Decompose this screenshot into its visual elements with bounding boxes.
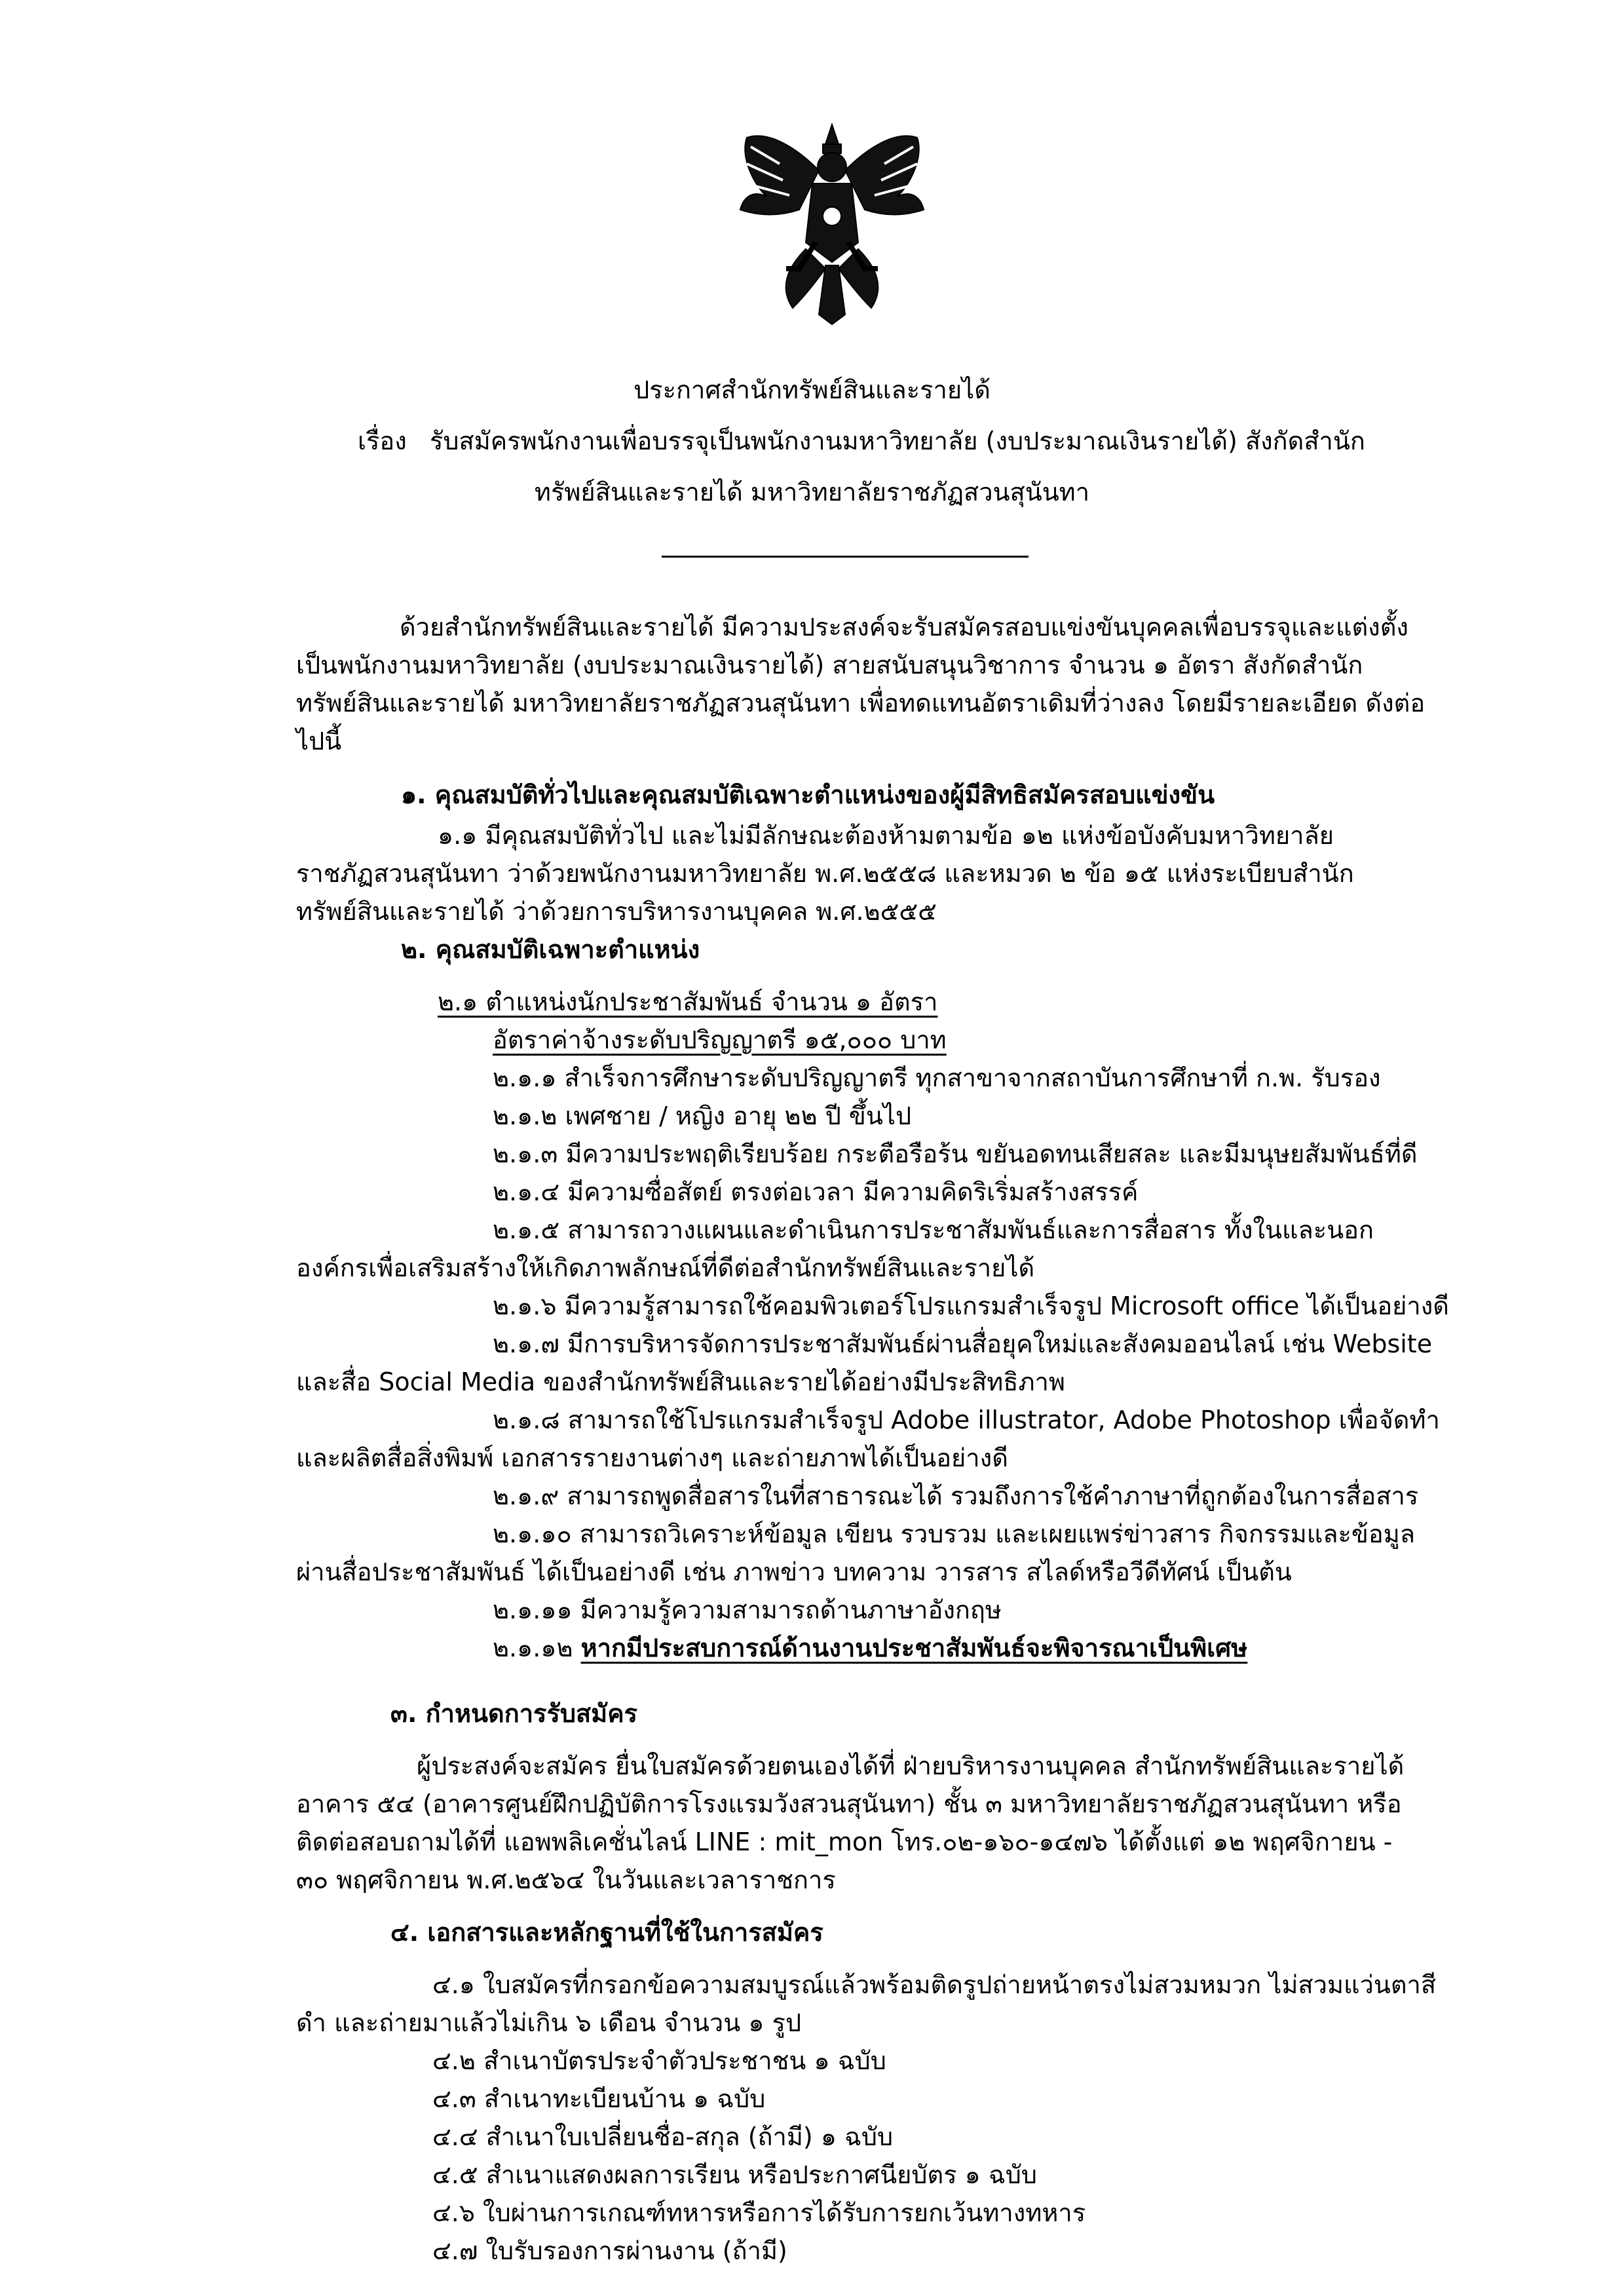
- qualification-item: ๒.๑.๗ มีการบริหารจัดการประชาสัมพันธ์ผ่านสื่อยุคใหม่และสังคมออนไลน์ เช่น Website: [493, 1330, 1433, 1358]
- document-item: ๔.๕ สำเนาแสดงผลการเรียน หรือประกาศนียบัตร ๑ ฉบับ: [432, 2160, 1038, 2189]
- section-2-heading: ๒. คุณสมบัติเฉพาะตำแหน่ง: [401, 935, 700, 964]
- section-3-line: ผู้ประสงค์จะสมัคร ยื่นใบสมัครด้วยตนเองได้ที่ ฝ่ายบริหารงานบุคคล สำนักทรัพย์สินและรายได้: [417, 1751, 1405, 1780]
- qualification-item: ๒.๑.๔ มีความซื่อสัตย์ ตรงต่อเวลา มีความคิดริเริ่มสร้างสรรค์: [493, 1177, 1139, 1206]
- subject-label: เรื่อง: [358, 427, 407, 455]
- section-3-line: อาคาร ๕๔ (อาคารศูนย์ฝึกปฏิบัติการโรงแรมวังสวนสุนันทา) ชั้น ๓ มหาวิทยาลัยราชภัฏสวนสุนันทา หรือ: [296, 1789, 1402, 1818]
- section-1-line: ทรัพย์สินและรายได้ ว่าด้วยการบริหารงานบุคคล พ.ศ.๒๕๕๕: [296, 897, 937, 926]
- section-3-heading: ๓. กำหนดการรับสมัคร: [390, 1699, 638, 1728]
- header-divider: [662, 556, 1029, 558]
- item-12-special-note: หากมีประสบการณ์ด้านงานประชาสัมพันธ์จะพิจารณาเป็นพิเศษ: [580, 1634, 1248, 1662]
- qualification-item-cont: และสื่อ Social Media ของสำนักทรัพย์สินและรายได้อย่างมีประสิทธิภาพ: [296, 1368, 1065, 1396]
- qualification-item-cont: ผ่านสื่อประชาสัมพันธ์ ได้เป็นอย่างดี เช่น ภาพข่าว บทความ วารสาร สไลด์หรือวีดีทัศน์ เป็นต้น: [296, 1558, 1292, 1586]
- qualification-item: ๒.๑.๕ สามารถวางแผนและดำเนินการประชาสัมพันธ์และการสื่อสาร ทั้งในและนอก: [493, 1215, 1374, 1244]
- section-1-heading: ๑. คุณสมบัติทั่วไปและคุณสมบัติเฉพาะตำแหน่งของผู้มีสิทธิสมัครสอบแข่งขัน: [401, 780, 1215, 809]
- section-3-line: ๓๐ พฤศจิกายน พ.ศ.๒๕๖๔ ในวันและเวลาราชการ: [296, 1866, 836, 1894]
- qualification-item: ๒.๑.๑ สำเร็จการศึกษาระดับปริญญาตรี ทุกสาขาจากสถาบันการศึกษาที่ ก.พ. รับรอง: [493, 1063, 1381, 1092]
- document-item: ๔.๑ ใบสมัครที่กรอกข้อความสมบูรณ์แล้วพร้อมติดรูปถ่ายหน้าตรงไม่สวมหมวก ไม่สวมแว่นตาสี: [432, 1970, 1437, 1999]
- subject-line-1: รับสมัครพนักงานเพื่อบรรจุเป็นพนักงานมหาวิทยาลัย (งบประมาณเงินรายได้) สังกัดสำนัก: [430, 427, 1365, 455]
- document-item: ๔.๔ สำเนาใบเปลี่ยนชื่อ-สกุล (ถ้ามี) ๑ ฉบับ: [432, 2122, 894, 2151]
- section-4-heading: ๔. เอกสารและหลักฐานที่ใช้ในการสมัคร: [390, 1918, 823, 1947]
- qualification-item: ๒.๑.๒ เพศชาย / หญิง อายุ ๒๒ ปี ขึ้นไป: [493, 1101, 912, 1130]
- qualification-item: ๒.๑.๓ มีความประพฤติเรียบร้อย กระตือรือร้น ขยันอดทนเสียสละ และมีมนุษยสัมพันธ์ที่ดี: [493, 1139, 1418, 1168]
- qualification-item: ๒.๑.๑๑ มีความรู้ความสามารถด้านภาษาอังกฤษ: [493, 1596, 1002, 1624]
- announcement-title: ประกาศสำนักทรัพย์สินและรายได้: [633, 375, 991, 404]
- document-item: ๔.๗ ใบรับรองการผ่านงาน (ถ้ามี): [432, 2236, 787, 2265]
- intro-line: ทรัพย์สินและรายได้ มหาวิทยาลัยราชภัฏสวนสุนันทา เพื่อทดแทนอัตราเดิมที่ว่างลง โดยมีรายละเอียด ดังต่อ: [296, 689, 1426, 718]
- qualification-item: ๒.๑.๑๐ สามารถวิเคราะห์ข้อมูล เขียน รวบรวม และเผยแพร่ข่าวสาร กิจกรรมและข้อมูล: [493, 1520, 1416, 1548]
- qualification-item: ๒.๑.๙ สามารถพูดสื่อสารในที่สาธารณะได้ รวมถึงการใช้คำภาษาที่ถูกต้องในการสื่อสาร: [493, 1482, 1419, 1510]
- subject-line-2: ทรัพย์สินและรายได้ มหาวิทยาลัยราชภัฏสวนสุนันทา: [534, 478, 1090, 507]
- section-1-line: ราชภัฏสวนสุนันทา ว่าด้วยพนักงานมหาวิทยาลัย พ.ศ.๒๕๕๘ และหมวด ๒ ข้อ ๑๕ แห่งระเบียบสำนัก: [296, 859, 1354, 888]
- garuda-emblem-icon: [727, 118, 937, 328]
- document-item-cont: ดำ และถ่ายมาแล้วไม่เกิน ๖ เดือน จำนวน ๑ รูป: [296, 2008, 802, 2037]
- intro-line: ด้วยสำนักทรัพย์สินและรายได้ มีความประสงค์จะรับสมัครสอบแข่งขันบุคคลเพื่อบรรจุและแต่งตั้ง: [400, 613, 1408, 641]
- section-1-line: ๑.๑ มีคุณสมบัติทั่วไป และไม่มีลักษณะต้องห้ามตามข้อ ๑๒ แห่งข้อบังคับมหาวิทยาลัย: [438, 821, 1334, 850]
- salary-rate: อัตราค่าจ้างระดับปริญญาตรี ๑๕,๐๐๐ บาท: [493, 1025, 947, 1054]
- document-item: ๔.๒ สำเนาบัตรประจำตัวประชาชน ๑ ฉบับ: [432, 2046, 886, 2075]
- section-3-line: ติดต่อสอบถามได้ที่ แอพพลิเคชั่นไลน์ LINE : mit_mon โทร.๐๒-๑๖๐-๑๔๗๖ ได้ตั้งแต่ ๑๒ พฤศจิกายน -: [296, 1827, 1393, 1856]
- qualification-item: ๒.๑.๖ มีความรู้สามารถใช้คอมพิวเตอร์โปรแกรมสำเร็จรูป Microsoft office ได้เป็นอย่างดี: [493, 1292, 1449, 1320]
- position-title: ๒.๑ ตำแหน่งนักประชาสัมพันธ์ จำนวน ๑ อัตรา: [438, 987, 938, 1016]
- qualification-item-12: [493, 1629, 1247, 1667]
- intro-line: เป็นพนักงานมหาวิทยาลัย (งบประมาณเงินรายได้) สายสนับสนุนวิชาการ จำนวน ๑ อัตรา สังกัดสำนัก: [296, 651, 1363, 679]
- document-item: ๔.๓ สำเนาทะเบียนบ้าน ๑ ฉบับ: [432, 2084, 766, 2113]
- qualification-item: ๒.๑.๘ สามารถใช้โปรแกรมสำเร็จรูป Adobe illustrator, Adobe Photoshop เพื่อจัดทำ: [493, 1406, 1440, 1434]
- item-12-number: ๒.๑.๑๒: [493, 1634, 573, 1662]
- document-item: ๔.๖ ใบผ่านการเกณฑ์ทหารหรือการได้รับการยกเว้นทางทหาร: [432, 2198, 1086, 2227]
- qualification-item-cont: และผลิตสื่อสิ่งพิมพ์ เอกสารรายงานต่างๆ และถ่ายภาพได้เป็นอย่างดี: [296, 1444, 1008, 1472]
- intro-line: ไปนี้: [296, 727, 342, 756]
- qualification-item-cont: องค์กรเพื่อเสริมสร้างให้เกิดภาพลักษณ์ที่ดีต่อสำนักทรัพย์สินและรายได้: [296, 1253, 1035, 1282]
